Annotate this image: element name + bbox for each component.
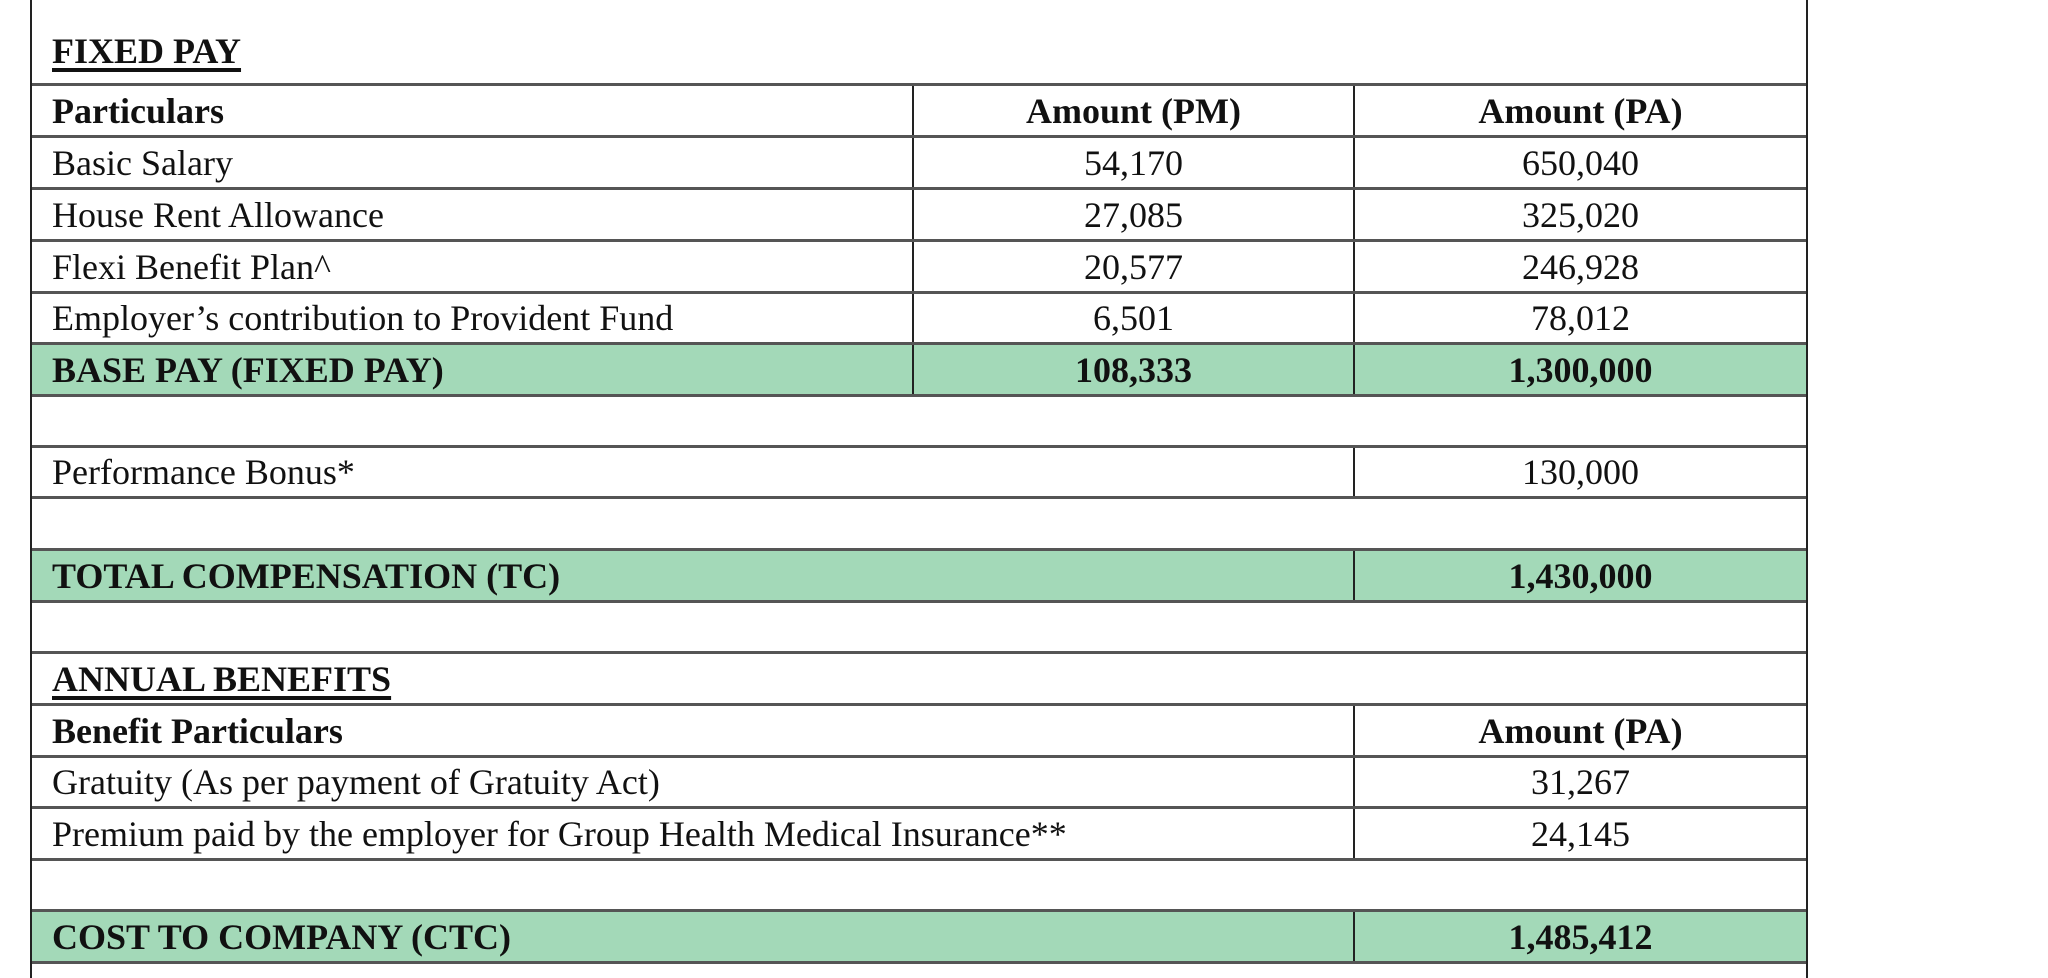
row-particular: Flexi Benefit Plan^ <box>52 246 331 287</box>
benefit-particular: Gratuity (As per payment of Gratuity Act) <box>52 762 660 802</box>
row-particular: Employer’s contribution to Provident Fund <box>52 298 674 338</box>
row-amount-pa: 78,012 <box>1353 294 1806 342</box>
table-row <box>32 187 1806 239</box>
fixed-pay-title: FIXED PAY <box>52 31 242 71</box>
benefit-amount-pa: 24,145 <box>1353 809 1806 858</box>
base-pay-pm: 108,333 <box>912 345 1353 394</box>
ctc-row <box>32 909 1806 961</box>
row-amount-pm: 20,577 <box>912 242 1353 291</box>
spacer-row <box>32 496 1806 548</box>
header-benefit-amount-pa: Amount (PA) <box>1353 706 1806 755</box>
header-benefit-particulars: Benefit Particulars <box>52 710 343 751</box>
row-particular: Basic Salary <box>52 142 233 183</box>
header-amount-pa: Amount (PA) <box>1353 86 1806 135</box>
header-particulars: Particulars <box>52 90 224 131</box>
benefit-amount-pa: 31,267 <box>1353 758 1806 806</box>
row-amount-pm: 54,170 <box>912 138 1353 187</box>
row-amount-pa: 650,040 <box>1353 138 1806 187</box>
spacer-row <box>32 858 1806 909</box>
row-particular: House Rent Allowance <box>52 194 384 235</box>
table-row <box>32 755 1806 806</box>
benefit-particular: Premium paid by the employer for Group Health Medical Insurance** <box>52 813 1067 854</box>
ctc-label: COST TO COMPANY (CTC) <box>52 916 512 957</box>
annual-benefits-title: ANNUAL BENEFITS <box>52 658 392 699</box>
total-compensation-row <box>32 548 1806 600</box>
table-row <box>32 806 1806 858</box>
base-pay-label: BASE PAY (FIXED PAY) <box>52 349 444 390</box>
spacer-row <box>32 600 1806 651</box>
performance-bonus-row <box>32 445 1806 496</box>
row-amount-pa: 325,020 <box>1353 190 1806 239</box>
header-amount-pm: Amount (PM) <box>912 86 1353 135</box>
performance-bonus-pa: 130,000 <box>1353 448 1806 496</box>
fixed-pay-header-row <box>32 83 1806 135</box>
spacer-row <box>32 394 1806 445</box>
base-pay-row <box>32 342 1806 394</box>
base-pay-pa: 1,300,000 <box>1353 345 1806 394</box>
row-amount-pm: 27,085 <box>912 190 1353 239</box>
row-amount-pa: 246,928 <box>1353 242 1806 291</box>
total-compensation-pa: 1,430,000 <box>1353 551 1806 600</box>
annual-benefits-title-row <box>32 651 1806 703</box>
annual-benefits-header-row <box>32 703 1806 755</box>
row-amount-pm: 6,501 <box>912 294 1353 342</box>
total-compensation-label: TOTAL COMPENSATION (TC) <box>52 555 561 596</box>
table-row <box>32 135 1806 187</box>
table-row <box>32 239 1806 291</box>
table-row <box>32 291 1806 342</box>
ctc-pa: 1,485,412 <box>1353 912 1806 961</box>
table-bottom-border <box>32 961 1806 964</box>
performance-bonus-label: Performance Bonus* <box>52 452 355 492</box>
